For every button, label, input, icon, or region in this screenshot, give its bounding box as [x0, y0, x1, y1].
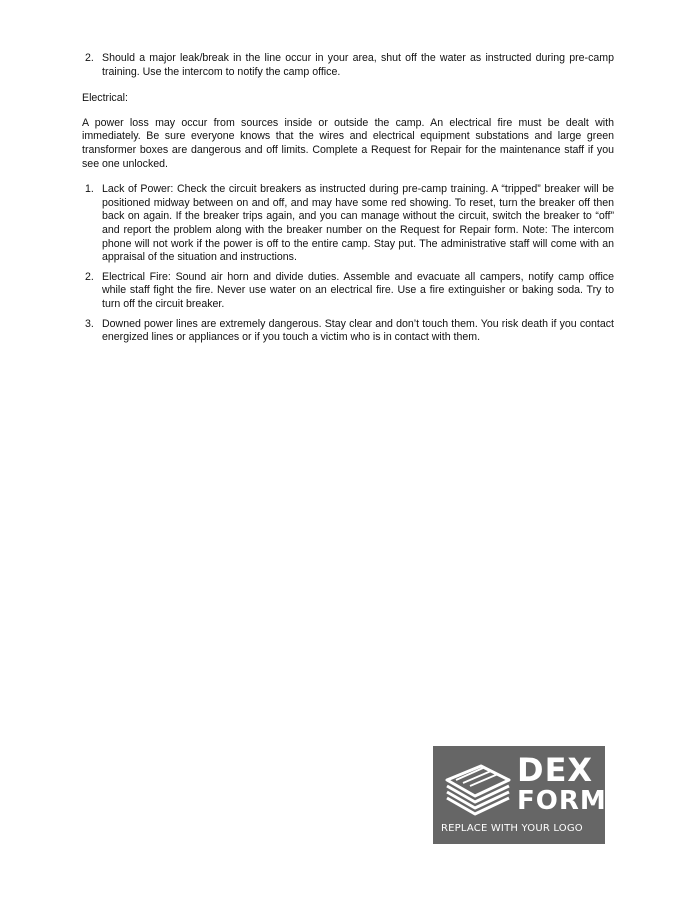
list-item: [82, 52, 614, 79]
list-number: 2.: [85, 52, 94, 64]
lack-of-power-text: Lack of Power: Check the circuit breakers as instructed during pre-camp training. A “tripped” breaker will be positioned midway between on and off, and may have some red showing. To reset, turn the breaker off then back on again. If the breaker trips again, and you can manage without the circuit, switch the breaker to “off” and report the problem along with the breaker number on the Request for Repair form. Note: The intercom phone will not work if the power is off to the entire camp. Stay put. The administrative staff will come with an appraisal of the situation and instructions.: [102, 183, 614, 264]
list-number: 1.: [85, 183, 94, 196]
logo-caption: REPLACE WITH YOUR LOGO: [441, 823, 583, 834]
electrical-fire-text: Electrical Fire: Sound air horn and divide duties. Assemble and evacuate all campers, notify camp office while staff fight the fire. Never use water on an electrical fire. Use a fire extinguisher or baking soda. Try to turn off the circuit breaker.: [102, 270, 614, 310]
electrical-heading: Electrical:: [82, 92, 128, 105]
electrical-list: [82, 183, 614, 345]
list-item: [82, 183, 614, 265]
water-list: [82, 52, 614, 79]
logo-text-dex: DEX: [517, 751, 594, 789]
list-number: 2.: [85, 270, 94, 283]
document-content: [82, 52, 614, 351]
water-shutoff-text: Should a major leak/break in the line occur in your area, shut off the water as instructed during pre-camp training. Use the intercom to notify the camp office.: [102, 52, 614, 78]
electrical-intro-paragraph: A power loss may occur from sources inside or outside the camp. An electrical fire must be dealt with immediately. Be sure everyone knows that the wires and electrical equipment substations and large green transformer boxes are dangerous and off limits. Complete a Request for Repair for the maintenance staff if you see one unlocked.: [82, 116, 614, 170]
logo-text-form: FORM: [517, 786, 607, 816]
list-item: [82, 318, 614, 345]
list-number: 3.: [85, 317, 94, 330]
stacked-papers-icon: [441, 758, 513, 816]
downed-power-lines-text: Downed power lines are extremely dangerous. Stay clear and don’t touch them. You risk death if you contact energized lines or appliances or if you touch a victim who is in contact with them.: [102, 317, 614, 344]
logo-placeholder: [433, 746, 605, 844]
list-item: [82, 271, 614, 312]
